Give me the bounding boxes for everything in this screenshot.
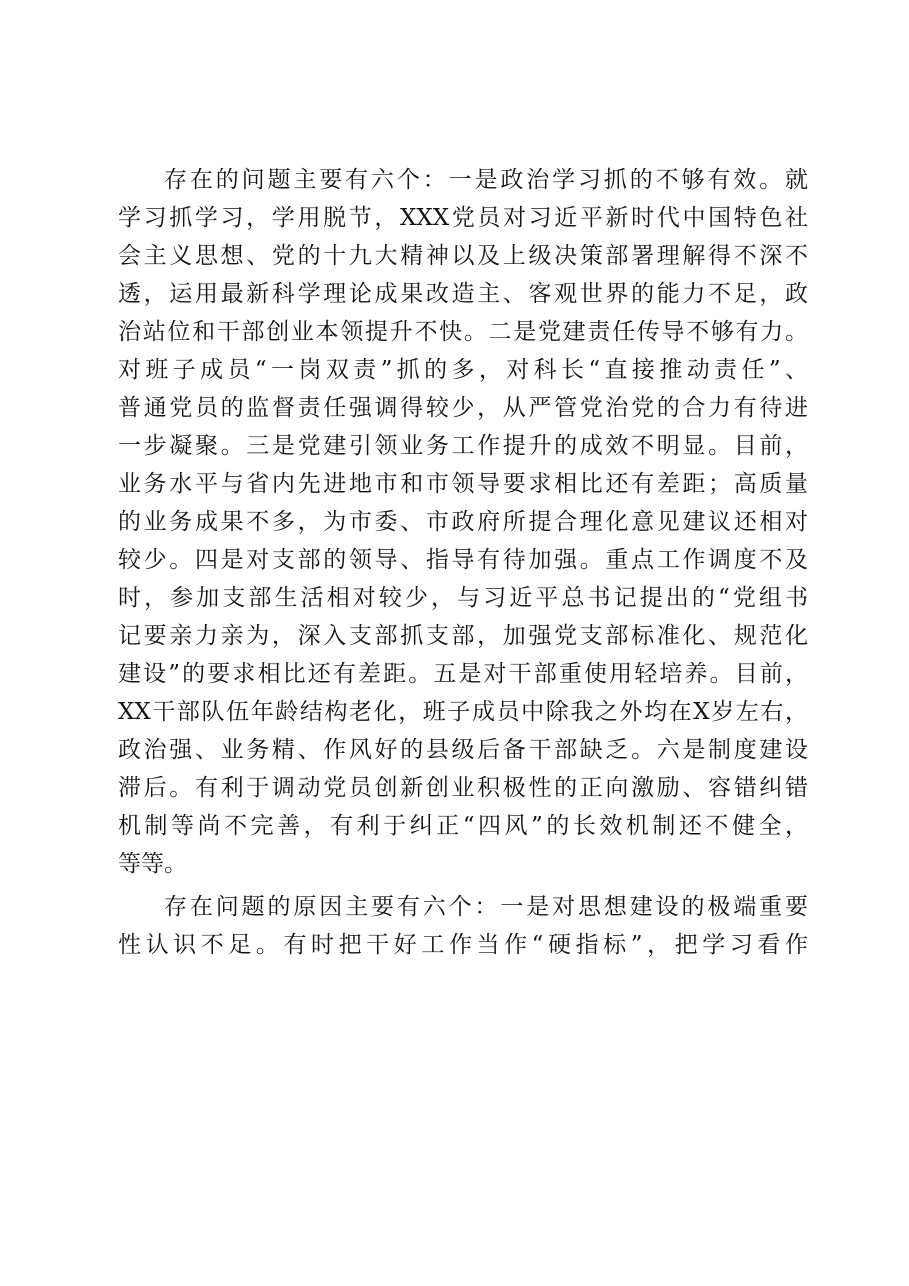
text-line: 较少。四是对支部的领导、指导有待加强。重点工作调度不及 (118, 547, 808, 573)
paragraph-problems (118, 161, 808, 883)
text-line: 记要亲力亲为，深入支部抓支部，加强党支部标准化、规范化 (118, 623, 808, 649)
text-line: 存在问题的原因主要有六个：一是对思想建设的极端重要 (164, 894, 808, 920)
text-line: 机制等尚不完善，有利于纠正“四风”的长效机制还不健全， (118, 813, 808, 839)
text-line: 普通党员的监督责任强调得较少，从严管党治党的合力有待进 (118, 395, 808, 421)
text-line: 等等。 (118, 851, 187, 877)
text-line: 性认识不足。有时把干好工作当作“硬指标”，把学习看作 (118, 932, 808, 958)
text-line: 会主义思想、党的十九大精神以及上级决策部署理解得不深不 (118, 243, 808, 269)
text-line: 学习抓学习，学用脱节，XXX党员对习近平新时代中国特色社 (118, 205, 808, 231)
text-line: 对班子成员“一岗双责”抓的多，对科长“直接推动责任”、 (118, 357, 808, 383)
text-line: 治站位和干部创业本领提升不快。二是党建责任传导不够有力。 (118, 319, 808, 345)
text-line: 建设”的要求相比还有差距。五是对干部重使用轻培养。目前， (118, 661, 808, 687)
document-body (118, 161, 808, 964)
text-line: 的业务成果不多，为市委、市政府所提合理化意见建议还相对 (118, 509, 808, 535)
text-line: 滞后。有利于调动党员创新创业积极性的正向激励、容错纠错 (118, 775, 808, 801)
paragraph-causes (118, 888, 808, 964)
text-line: 一步凝聚。三是党建引领业务工作提升的成效不明显。目前， (118, 433, 808, 459)
text-line: XX干部队伍年龄结构老化，班子成员中除我之外均在X岁左右， (118, 699, 808, 725)
text-line: 存在的问题主要有六个：一是政治学习抓的不够有效。就 (164, 167, 808, 193)
text-line: 业务水平与省内先进地市和市领导要求相比还有差距；高质量 (118, 471, 808, 497)
text-line: 政治强、业务精、作风好的县级后备干部缺乏。六是制度建设 (118, 737, 808, 763)
text-line: 时，参加支部生活相对较少，与习近平总书记提出的“党组书 (118, 585, 808, 611)
text-line: 透，运用最新科学理论成果改造主、客观世界的能力不足，政 (118, 281, 808, 307)
